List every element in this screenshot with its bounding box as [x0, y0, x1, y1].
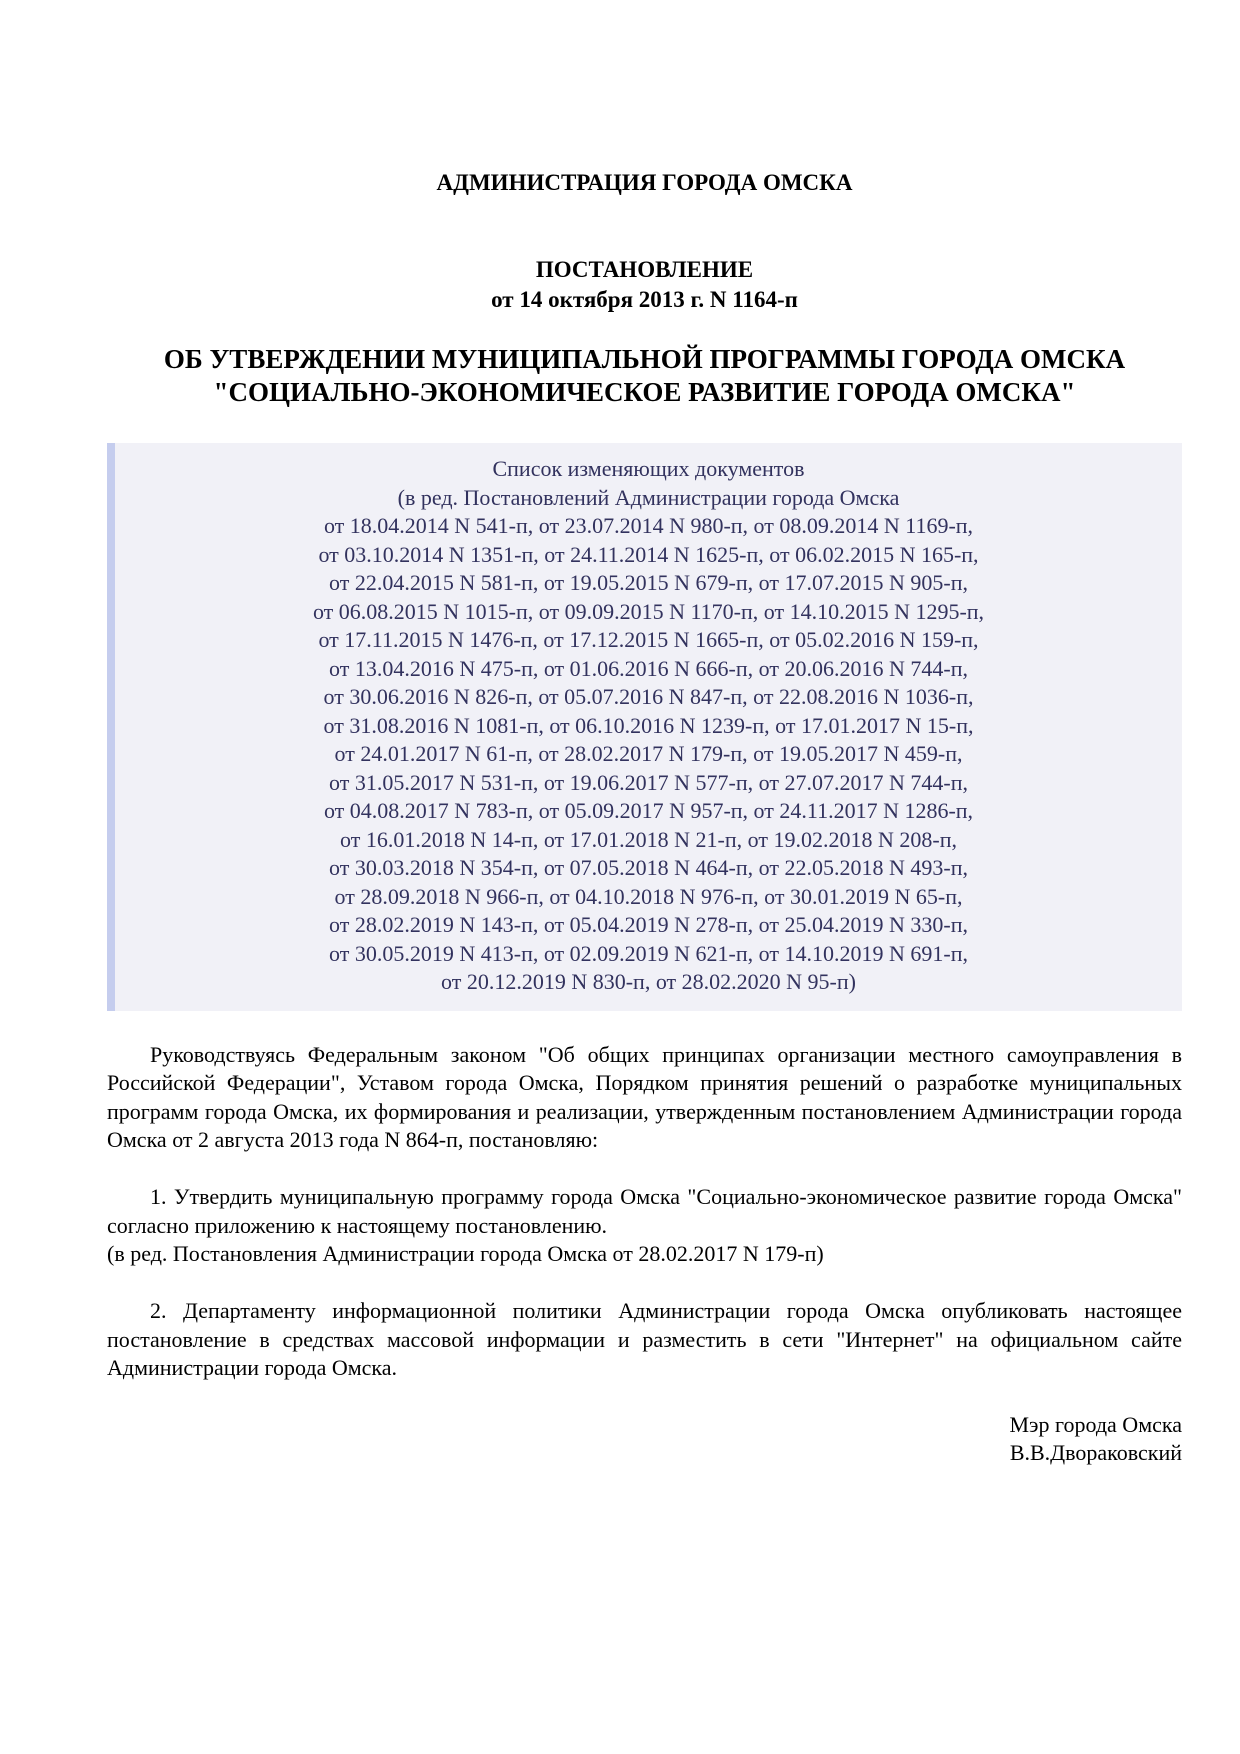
amendment-line: от 04.08.2017 N 783-п, от 05.09.2017 N 957-п, от 24.11.2017 N 1286-п,: [323, 798, 974, 823]
doc-type-block: [107, 255, 1182, 315]
amendment-line: от 31.08.2016 N 1081-п, от 06.10.2016 N 1239-п, от 17.01.2017 N 15-п,: [323, 712, 974, 738]
amendment-line: от 28.09.2018 N 966-п, от 04.10.2018 N 976-п, от 30.01.2019 N 65-п,: [334, 883, 963, 909]
doc-title-block: [107, 343, 1182, 409]
paragraph-item-1: 1. Утвердить муниципальную программу города Омска "Социально-экономическое развитие города Омска" согласно приложению к настоящему постановлению.: [107, 1184, 1182, 1238]
amendment-line: от 24.01.2017 N 61-п, от 28.02.2017 N 179-п, от 19.05.2017 N 459-п,: [334, 741, 963, 766]
amendment-line: от 22.04.2015 N 581-п, от 19.05.2015 N 679-п, от 17.07.2015 N 905-п,: [329, 570, 968, 595]
doc-date-number: от 14 октября 2013 г. N 1164-п: [491, 287, 798, 312]
doc-title-line1: ОБ УТВЕРЖДЕНИИ МУНИЦИПАЛЬНОЙ ПРОГРАММЫ ГОРОДА ОМСКА: [163, 344, 1126, 374]
amendment-line: от 16.01.2018 N 14-п, от 17.01.2018 N 21-п, от 19.02.2018 N 208-п,: [340, 826, 957, 852]
signature-role: Мэр города Омска: [1009, 1411, 1182, 1437]
signature-block: [107, 1411, 1182, 1468]
org-name: АДМИНИСТРАЦИЯ ГОРОДА ОМСКА: [436, 170, 853, 195]
amendments-box: [107, 443, 1182, 1011]
amendment-line: от 03.10.2014 N 1351-п, от 24.11.2014 N 1625-п, от 06.02.2015 N 165-п,: [318, 541, 979, 567]
amendment-line: от 30.03.2018 N 354-п, от 07.05.2018 N 464-п, от 22.05.2018 N 493-п,: [329, 855, 968, 880]
amendment-line: от 17.11.2015 N 1476-п, от 17.12.2015 N 1665-п, от 05.02.2016 N 159-п,: [318, 627, 979, 652]
amendment-line: от 13.04.2016 N 475-п, от 01.06.2016 N 666-п, от 20.06.2016 N 744-п,: [329, 655, 968, 681]
amendment-line: от 20.12.2019 N 830-п, от 28.02.2020 N 95-п): [441, 969, 856, 994]
paragraph-preamble: Руководствуясь Федеральным законом "Об общих принципах организации местного самоуправления в Российской Федерации", Уставом города Омска, Порядком принятия решений о разработке муниципальных программ города Омска, их формирования и реализации, утвержденным постановлением Администрации города Омска от 2 августа 2013 года N 864-п, постановляю:: [107, 1041, 1182, 1152]
amendment-line: от 30.05.2019 N 413-п, от 02.09.2019 N 621-п, от 14.10.2019 N 691-п,: [329, 940, 968, 966]
document-body: [107, 1041, 1182, 1383]
amendment-line: от 31.05.2017 N 531-п, от 19.06.2017 N 577-п, от 27.07.2017 N 744-п,: [329, 769, 968, 795]
item-1-revision-note: (в ред. Постановления Администрации города Омска от 28.02.2017 N 179-п): [107, 1241, 824, 1266]
amendment-line: от 06.08.2015 N 1015-п, от 09.09.2015 N 1170-п, от 14.10.2015 N 1295-п,: [312, 598, 985, 624]
amendments-intro: (в ред. Постановлений Администрации города Омска: [397, 484, 900, 510]
doc-type: ПОСТАНОВЛЕНИЕ: [535, 257, 754, 282]
doc-title-line2: "СОЦИАЛЬНО-ЭКОНОМИЧЕСКОЕ РАЗВИТИЕ ГОРОДА ОМСКА": [213, 377, 1076, 407]
amendments-heading: Список изменяющих документов: [492, 456, 805, 481]
paragraph-item-2: 2. Департаменту информационной политики Администрации города Омска опубликовать настоящее постановление в средствах массовой информации и разместить в сети "Интернет" на официальном сайте Администрации города Омска.: [107, 1298, 1182, 1380]
signature-name: В.В.Двораковский: [1009, 1440, 1182, 1465]
amendment-line: от 28.02.2019 N 143-п, от 05.04.2019 N 278-п, от 25.04.2019 N 330-п,: [329, 912, 968, 937]
amendment-line: от 18.04.2014 N 541-п, от 23.07.2014 N 980-п, от 08.09.2014 N 1169-п,: [323, 513, 974, 538]
amendment-line: от 30.06.2016 N 826-п, от 05.07.2016 N 847-п, от 22.08.2016 N 1036-п,: [323, 684, 974, 709]
